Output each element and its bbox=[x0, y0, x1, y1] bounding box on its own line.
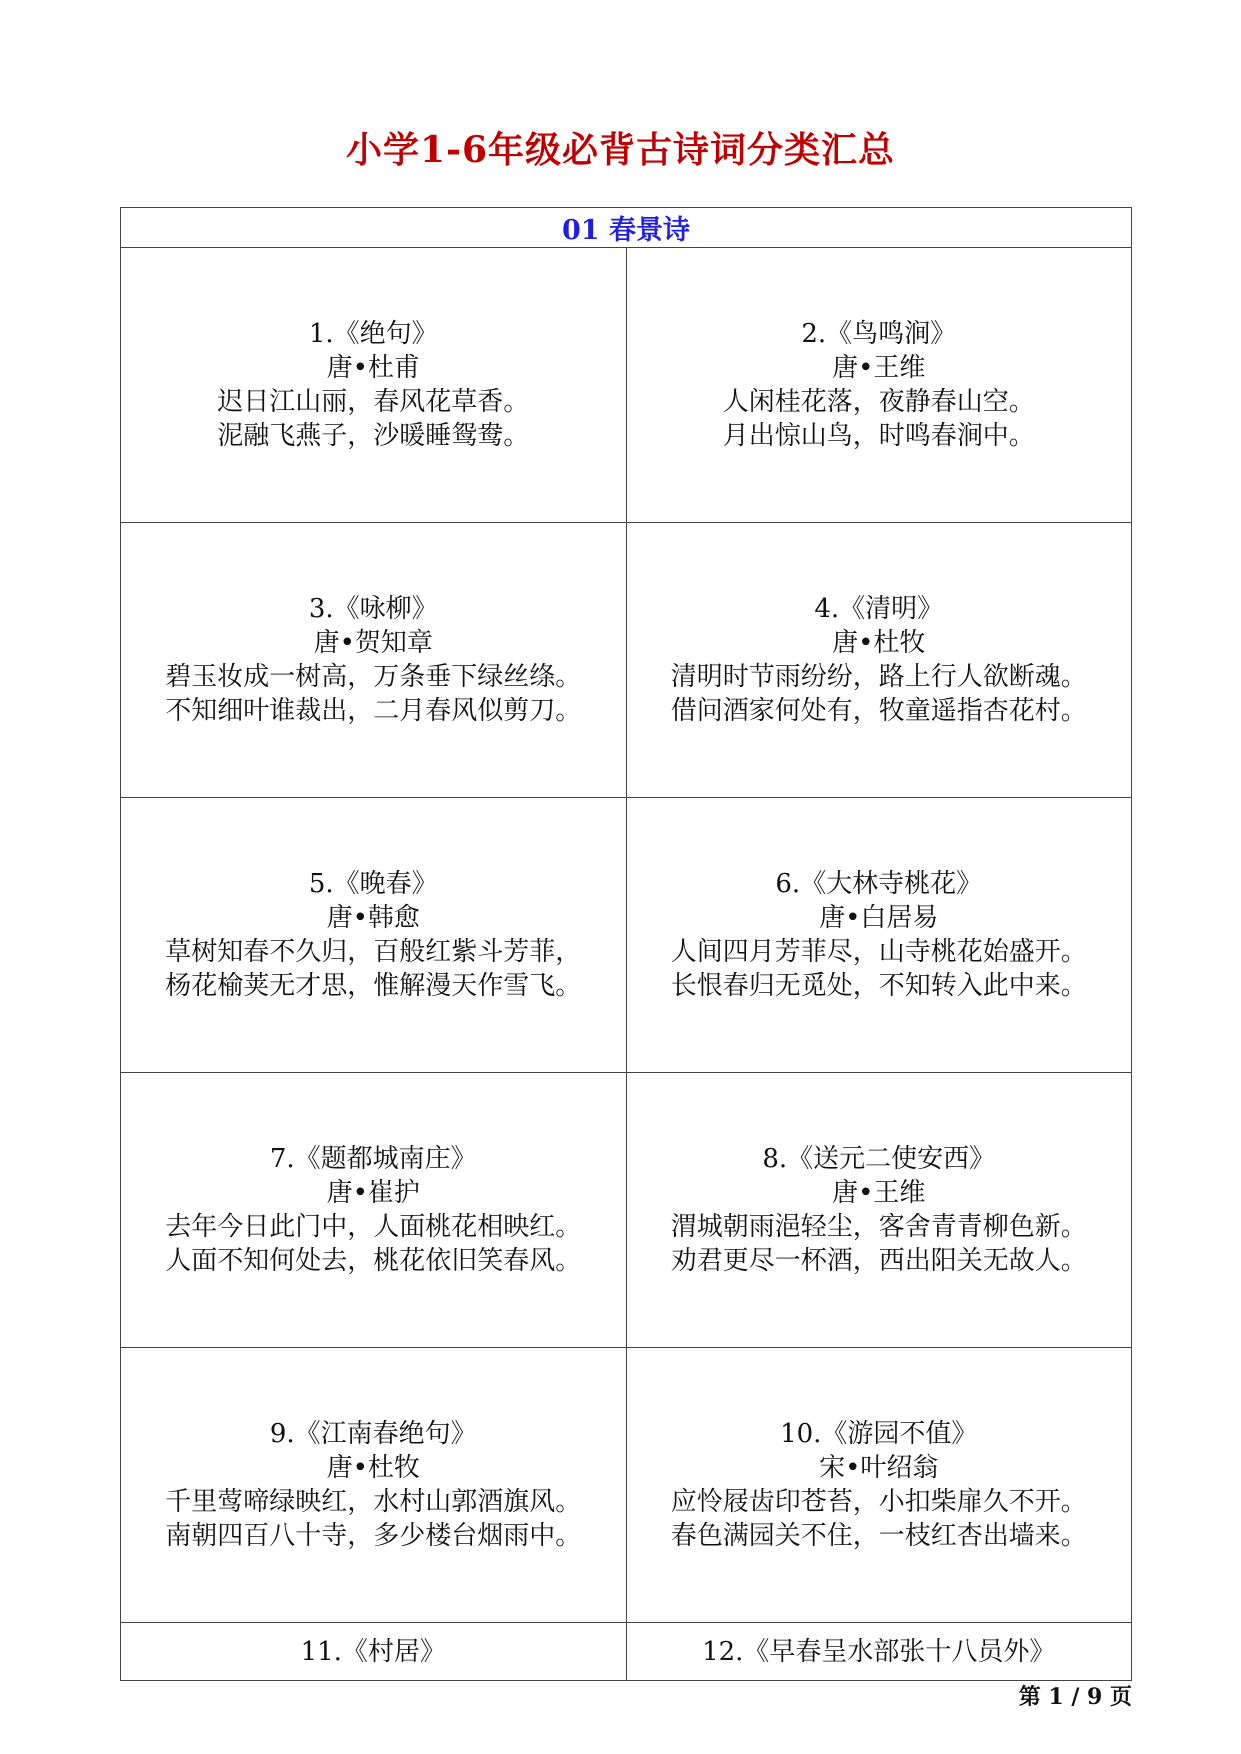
poem-line: 不知细叶谁裁出，二月春风似剪刀。 bbox=[165, 696, 582, 726]
poem-author: 宋•叶绍翁 bbox=[819, 1453, 939, 1483]
poem-title: 12.《早春呈水部张十八员外》 bbox=[702, 1636, 1056, 1667]
poem-author: 唐•杜牧 bbox=[326, 1453, 420, 1483]
poem-line: 长恨春归无觅处，不知转入此中来。 bbox=[670, 971, 1087, 1001]
table-row bbox=[121, 1623, 1132, 1681]
poem-cell bbox=[121, 523, 627, 798]
poem-title: 8.《送元二使安西》 bbox=[762, 1144, 996, 1174]
poem-cell bbox=[626, 1623, 1132, 1681]
poem-cell bbox=[626, 1073, 1132, 1348]
poem-cell bbox=[626, 1348, 1132, 1623]
poem-line: 去年今日此门中，人面桃花相映红。 bbox=[165, 1212, 582, 1242]
table-row bbox=[121, 248, 1132, 523]
table-row bbox=[121, 798, 1132, 1073]
poem-title: 10.《游园不值》 bbox=[780, 1419, 978, 1449]
poem-cell bbox=[121, 798, 627, 1073]
poem-table bbox=[120, 207, 1132, 1681]
poem-author: 唐•杜甫 bbox=[326, 353, 420, 383]
poem-title: 11.《村居》 bbox=[300, 1636, 446, 1667]
poem-line: 碧玉妆成一树高，万条垂下绿丝绦。 bbox=[165, 662, 582, 692]
poem-title: 3.《咏柳》 bbox=[308, 594, 438, 624]
poem-cell bbox=[626, 798, 1132, 1073]
table-row bbox=[121, 523, 1132, 798]
poem-author: 唐•贺知章 bbox=[313, 628, 433, 658]
poem-title: 6.《大林寺桃花》 bbox=[775, 869, 983, 899]
poem-line: 千里莺啼绿映红，水村山郭酒旗风。 bbox=[165, 1487, 582, 1517]
poem-author: 唐•王维 bbox=[832, 353, 926, 383]
poem-line: 劝君更尽一杯酒，西出阳关无故人。 bbox=[670, 1246, 1087, 1276]
poem-line: 应怜屐齿印苍苔，小扣柴扉久不开。 bbox=[670, 1487, 1087, 1517]
poem-cell bbox=[626, 248, 1132, 523]
poem-title: 5.《晚春》 bbox=[308, 869, 438, 899]
poem-title: 9.《江南春绝句》 bbox=[269, 1419, 477, 1449]
poem-cell bbox=[626, 523, 1132, 798]
poem-line: 迟日江山丽，春风花草香。 bbox=[217, 387, 530, 417]
poem-line: 春色满园关不住，一枝红杏出墙来。 bbox=[670, 1521, 1087, 1551]
poem-author: 唐•白居易 bbox=[819, 903, 939, 933]
poem-line: 泥融飞燕子，沙暖睡鸳鸯。 bbox=[217, 421, 530, 451]
poem-line: 清明时节雨纷纷，路上行人欲断魂。 bbox=[670, 662, 1087, 692]
poem-line: 借问酒家何处有，牧童遥指杏花村。 bbox=[670, 696, 1087, 726]
section-title: 01 春景诗 bbox=[121, 208, 1132, 248]
table-row bbox=[121, 1348, 1132, 1623]
poem-line: 人闲桂花落，夜静春山空。 bbox=[722, 387, 1035, 417]
table-row bbox=[121, 1073, 1132, 1348]
poem-line: 渭城朝雨浥轻尘，客舍青青柳色新。 bbox=[670, 1212, 1087, 1242]
poem-cell bbox=[121, 248, 627, 523]
poem-cell bbox=[121, 1348, 627, 1623]
poem-title: 2.《鸟鸣涧》 bbox=[801, 319, 957, 349]
poem-author: 唐•杜牧 bbox=[832, 628, 926, 658]
page-number: 第 1 / 9 页 bbox=[1018, 1684, 1132, 1710]
poem-title: 7.《题都城南庄》 bbox=[269, 1144, 477, 1174]
poem-line: 南朝四百八十寺，多少楼台烟雨中。 bbox=[165, 1521, 582, 1551]
page-title: 小学1-6年级必背古诗词分类汇总 bbox=[345, 129, 896, 171]
poem-line: 人间四月芳菲尽，山寺桃花始盛开。 bbox=[670, 937, 1087, 967]
poem-author: 唐•崔护 bbox=[326, 1178, 420, 1208]
poem-title: 1.《绝句》 bbox=[308, 319, 438, 349]
section-header-row bbox=[121, 208, 1132, 248]
poem-cell bbox=[121, 1073, 627, 1348]
poem-line: 月出惊山鸟，时鸣春涧中。 bbox=[722, 421, 1035, 451]
poem-title: 4.《清明》 bbox=[814, 594, 944, 624]
poem-author: 唐•王维 bbox=[832, 1178, 926, 1208]
poem-cell bbox=[121, 1623, 627, 1681]
poem-line: 杨花榆荚无才思，惟解漫天作雪飞。 bbox=[165, 971, 582, 1001]
poem-line: 人面不知何处去，桃花依旧笑春风。 bbox=[165, 1246, 582, 1276]
poem-author: 唐•韩愈 bbox=[326, 903, 420, 933]
poem-line: 草树知春不久归，百般红紫斗芳菲， bbox=[165, 937, 582, 967]
